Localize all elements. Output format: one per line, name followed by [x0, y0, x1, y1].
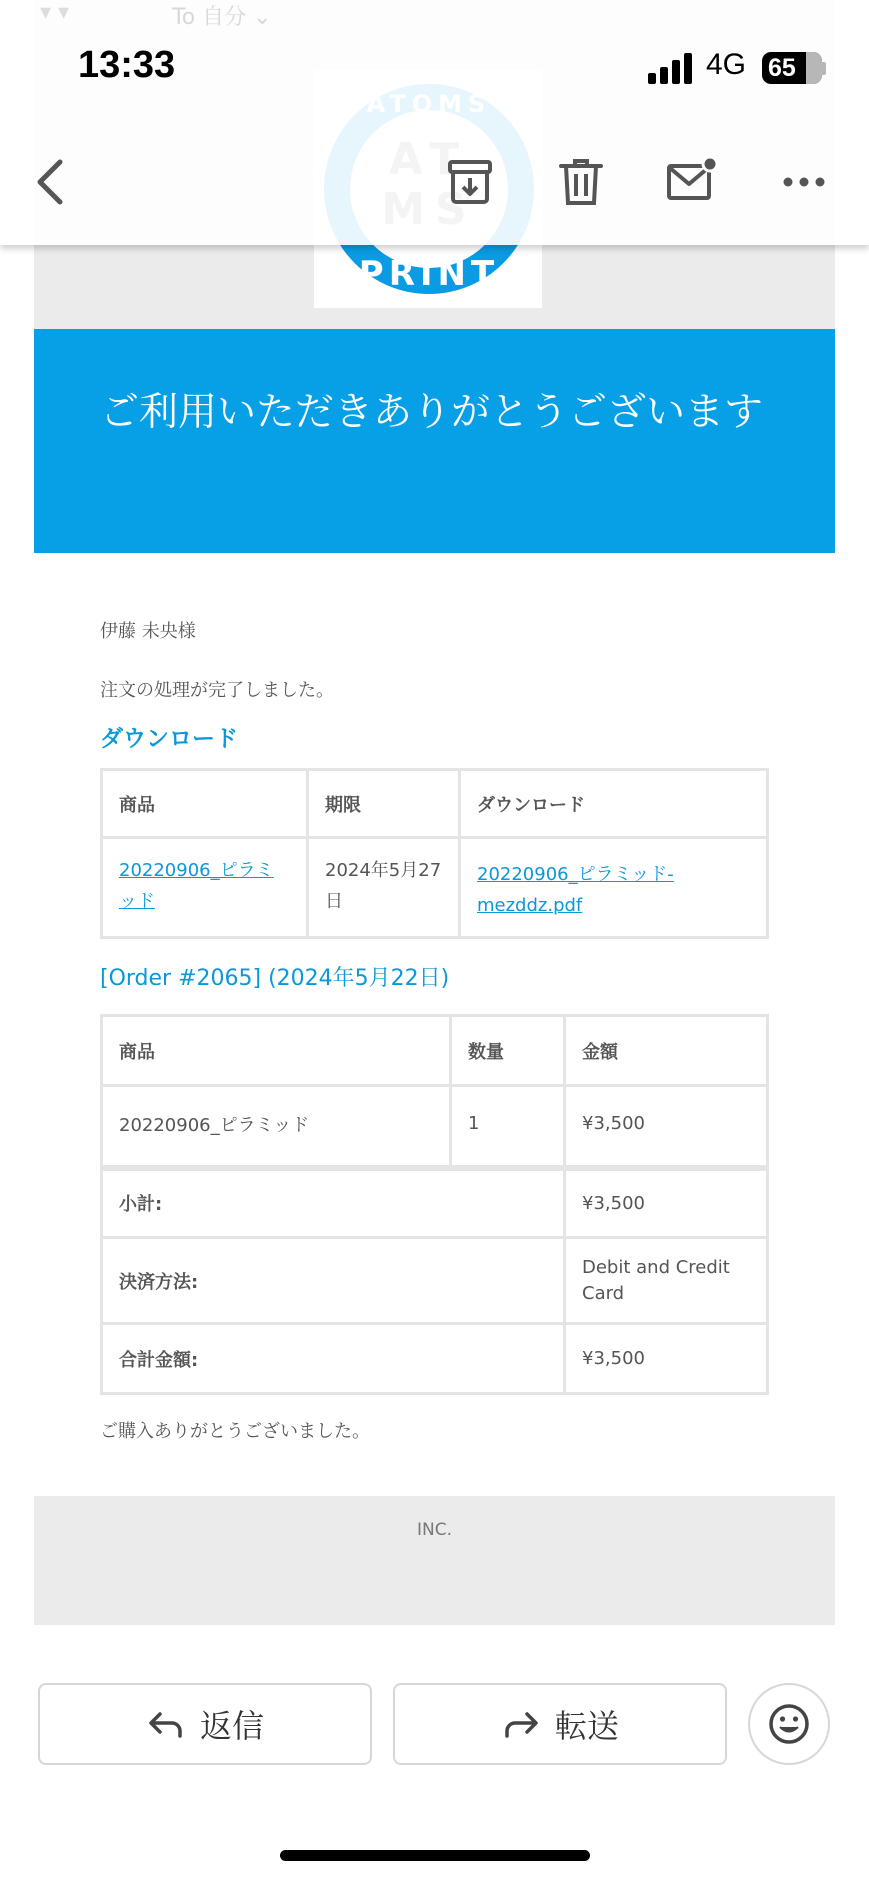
order-item-amount: ¥3,500 — [565, 1086, 768, 1168]
total-value: ¥3,500 — [565, 1324, 768, 1394]
order-item-quantity: 1 — [451, 1086, 565, 1168]
sender-avatar-peek: ▾ ▾ — [40, 0, 70, 25]
battery-level: 65 — [768, 54, 796, 82]
reply-icon — [146, 1704, 186, 1744]
trash-icon[interactable] — [551, 152, 611, 212]
download-product-cell — [102, 838, 308, 938]
download-file-link[interactable]: 20220906_ピラミッド-mezddz.pdf — [477, 864, 674, 916]
forward-button[interactable] — [393, 1683, 727, 1765]
recipient-peek: To 自分 ⌄ — [172, 5, 272, 30]
download-table — [100, 768, 769, 939]
column-header: ダウンロード — [460, 770, 768, 838]
logo-bottom-text: PRINT — [358, 254, 500, 294]
back-icon[interactable] — [22, 152, 82, 212]
column-header: 商品 — [102, 1016, 451, 1086]
archive-icon[interactable] — [440, 152, 500, 212]
status-time: 13:33 — [78, 44, 176, 86]
order-title: [Order #2065] (2024年5月22日) — [100, 966, 450, 991]
forward-icon — [501, 1704, 541, 1744]
greeting: 伊藤 未央様 — [100, 621, 196, 642]
product-link[interactable]: 20220906_ピラミッド — [119, 860, 274, 912]
order-table — [100, 1014, 769, 1395]
footer-company: INC. — [416, 1520, 452, 1540]
thanks-message: ご購入ありがとうございました。 — [100, 1421, 370, 1442]
download-expiry-cell: 2024年5月27日 — [308, 838, 460, 938]
column-header: 数量 — [451, 1016, 565, 1086]
column-header: 金額 — [565, 1016, 768, 1086]
email-footer — [34, 1496, 835, 1625]
network-type: 4G — [706, 48, 747, 81]
subtotal-label: 小計: — [102, 1168, 565, 1238]
payment-method-label: 決済方法: — [102, 1238, 565, 1324]
mail-toolbar — [0, 0, 869, 245]
total-label: 合計金額: — [102, 1324, 565, 1394]
order-table-header — [102, 1016, 768, 1086]
payment-row — [102, 1238, 768, 1324]
order-item-row — [102, 1086, 768, 1168]
hero-title: ご利用いただきありがとうございます — [100, 390, 764, 435]
forward-label: 転送 — [554, 1707, 619, 1745]
subtotal-row — [102, 1168, 768, 1238]
payment-method-value: Debit and Credit Card — [565, 1238, 768, 1324]
column-header: 期限 — [308, 770, 460, 838]
hero-banner — [34, 329, 835, 553]
total-row — [102, 1324, 768, 1394]
order-item-product: 20220906_ピラミッド — [102, 1086, 451, 1168]
reply-button[interactable] — [38, 1683, 372, 1765]
mark-unread-icon[interactable] — [662, 152, 722, 212]
smiley-icon — [767, 1702, 811, 1746]
order-message: 注文の処理が完了しました。 — [100, 680, 334, 701]
signal-icon — [648, 52, 696, 84]
reply-label: 返信 — [199, 1707, 264, 1745]
subtotal-value: ¥3,500 — [565, 1168, 768, 1238]
download-table-header — [102, 770, 768, 838]
download-file-cell — [460, 838, 768, 938]
more-icon[interactable] — [774, 152, 834, 212]
download-section-title: ダウンロード — [100, 726, 238, 752]
battery-cap — [822, 62, 826, 75]
column-header: 商品 — [102, 770, 308, 838]
battery-icon — [762, 52, 822, 84]
home-indicator — [280, 1850, 590, 1861]
download-row — [102, 838, 768, 938]
emoji-reaction-button[interactable] — [748, 1683, 830, 1765]
